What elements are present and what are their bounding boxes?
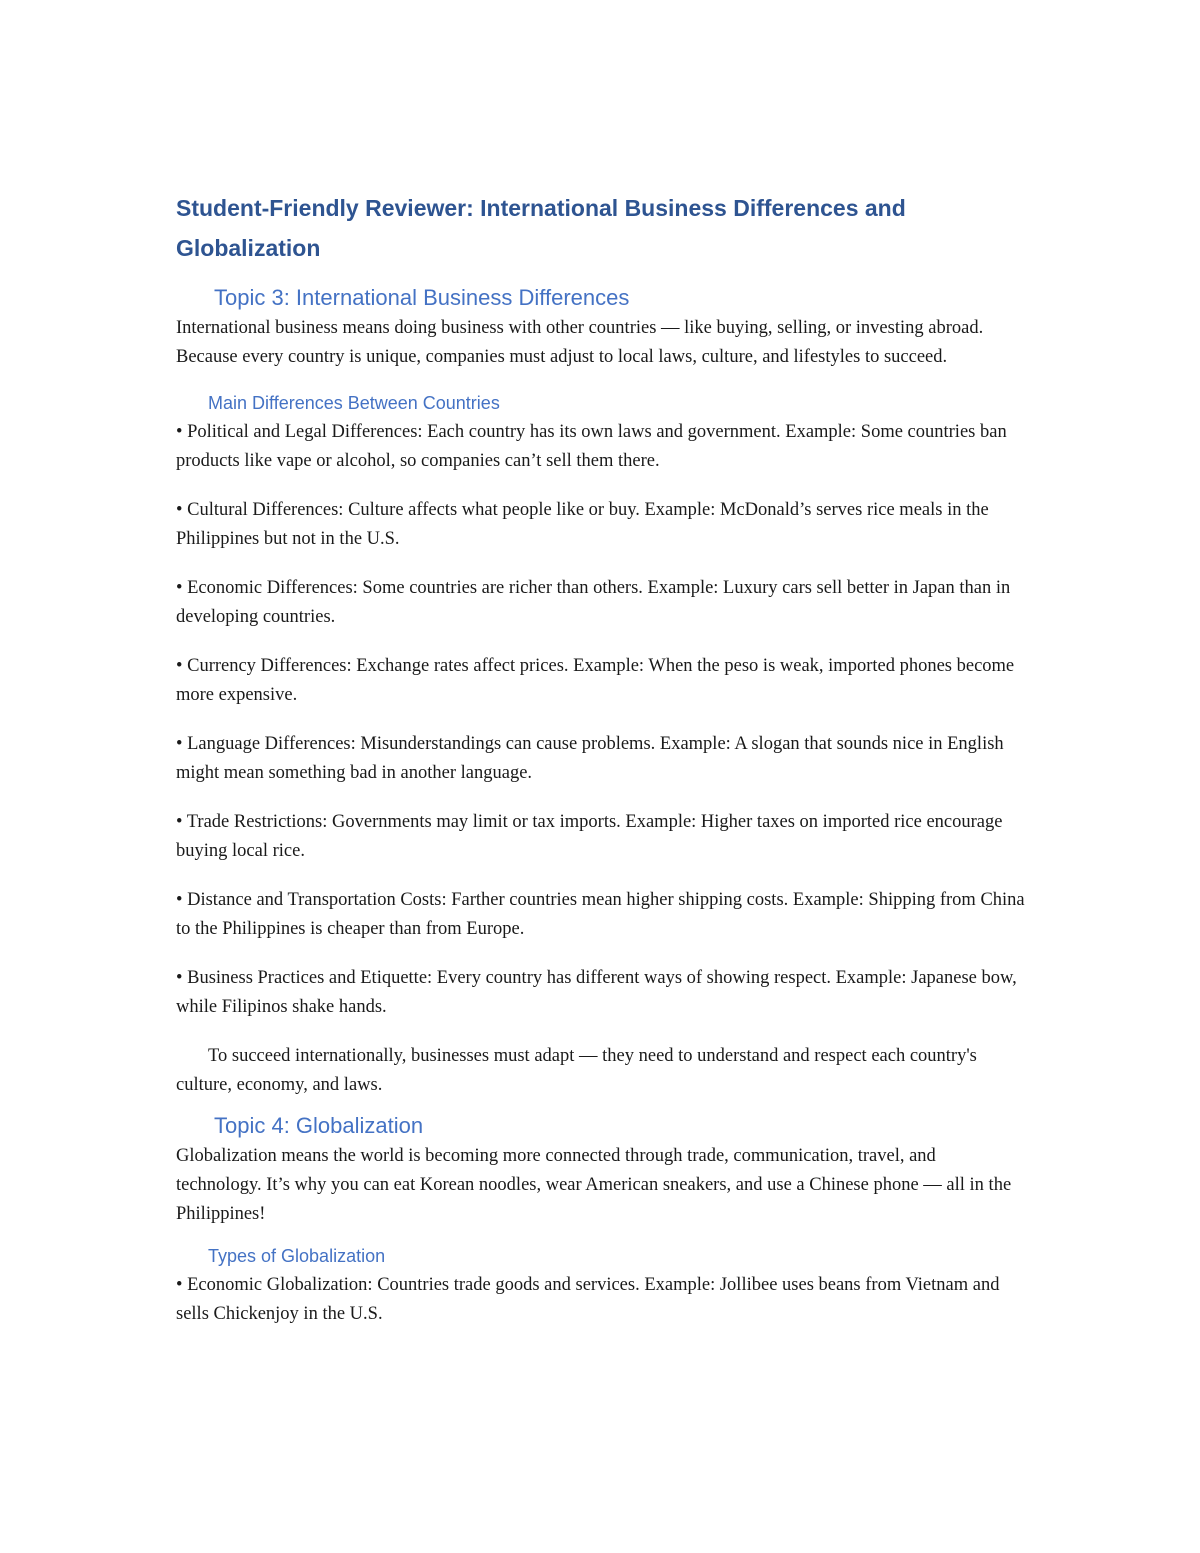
list-item: • Political and Legal Differences: Each country has its own laws and government. Example: Some countries ban products like vape or alcohol, so companies can’t sell them there. (176, 422, 1007, 471)
list-item: • Language Differences: Misunderstandings can cause problems. Example: A slogan that sounds nice in English might mean something bad in another language. (176, 734, 1004, 783)
topic4-heading: Topic 4: Globalization (214, 1113, 424, 1138)
globalization-types-list (176, 1271, 1026, 1329)
topic3-subheading: Main Differences Between Countries (208, 393, 500, 413)
topic3-conclusion-paragraph: To succeed internationally, businesses must adapt — they need to understand and respect each country's culture, economy, and laws. (176, 1046, 977, 1095)
list-item: • Economic Globalization: Countries trade goods and services. Example: Jollibee uses beans from Vietnam and sells Chickenjoy in the U.S. (176, 1275, 1000, 1324)
topic4-intro-paragraph: Globalization means the world is becoming more connected through trade, communication, travel, and technology. It’s why you can eat Korean noodles, wear American sneakers, and use a Chinese phone — all in the Philippines! (176, 1146, 1012, 1224)
document-body (176, 188, 1026, 1349)
list-item: • Cultural Differences: Culture affects what people like or buy. Example: McDonald’s serves rice meals in the Philippines but not in the U.S. (176, 500, 989, 549)
list-item: • Trade Restrictions: Governments may limit or tax imports. Example: Higher taxes on imported rice encourage buying local rice. (176, 812, 1003, 861)
topic4-subheading: Types of Globalization (208, 1246, 386, 1266)
list-item: • Currency Differences: Exchange rates affect prices. Example: When the peso is weak, imported phones become more expensive. (176, 656, 1015, 705)
list-item: • Economic Differences: Some countries are richer than others. Example: Luxury cars sell better in Japan than in developing countries. (176, 578, 1011, 627)
topic3-intro-paragraph: International business means doing business with other countries — like buying, selling, or investing abroad. Because every country is unique, companies must adjust to local laws, culture, and lifestyles to succeed. (176, 318, 984, 367)
differences-list (176, 418, 1026, 1022)
document-title: Student-Friendly Reviewer: International Business Differences and Globalization (176, 195, 906, 261)
topic3-heading: Topic 3: International Business Differences (214, 285, 630, 310)
list-item: • Business Practices and Etiquette: Every country has different ways of showing respect. Example: Japanese bow, while Filipinos shake hands. (176, 968, 1017, 1017)
list-item: • Distance and Transportation Costs: Farther countries mean higher shipping costs. Example: Shipping from China to the Philippines is cheaper than from Europe. (176, 890, 1025, 939)
